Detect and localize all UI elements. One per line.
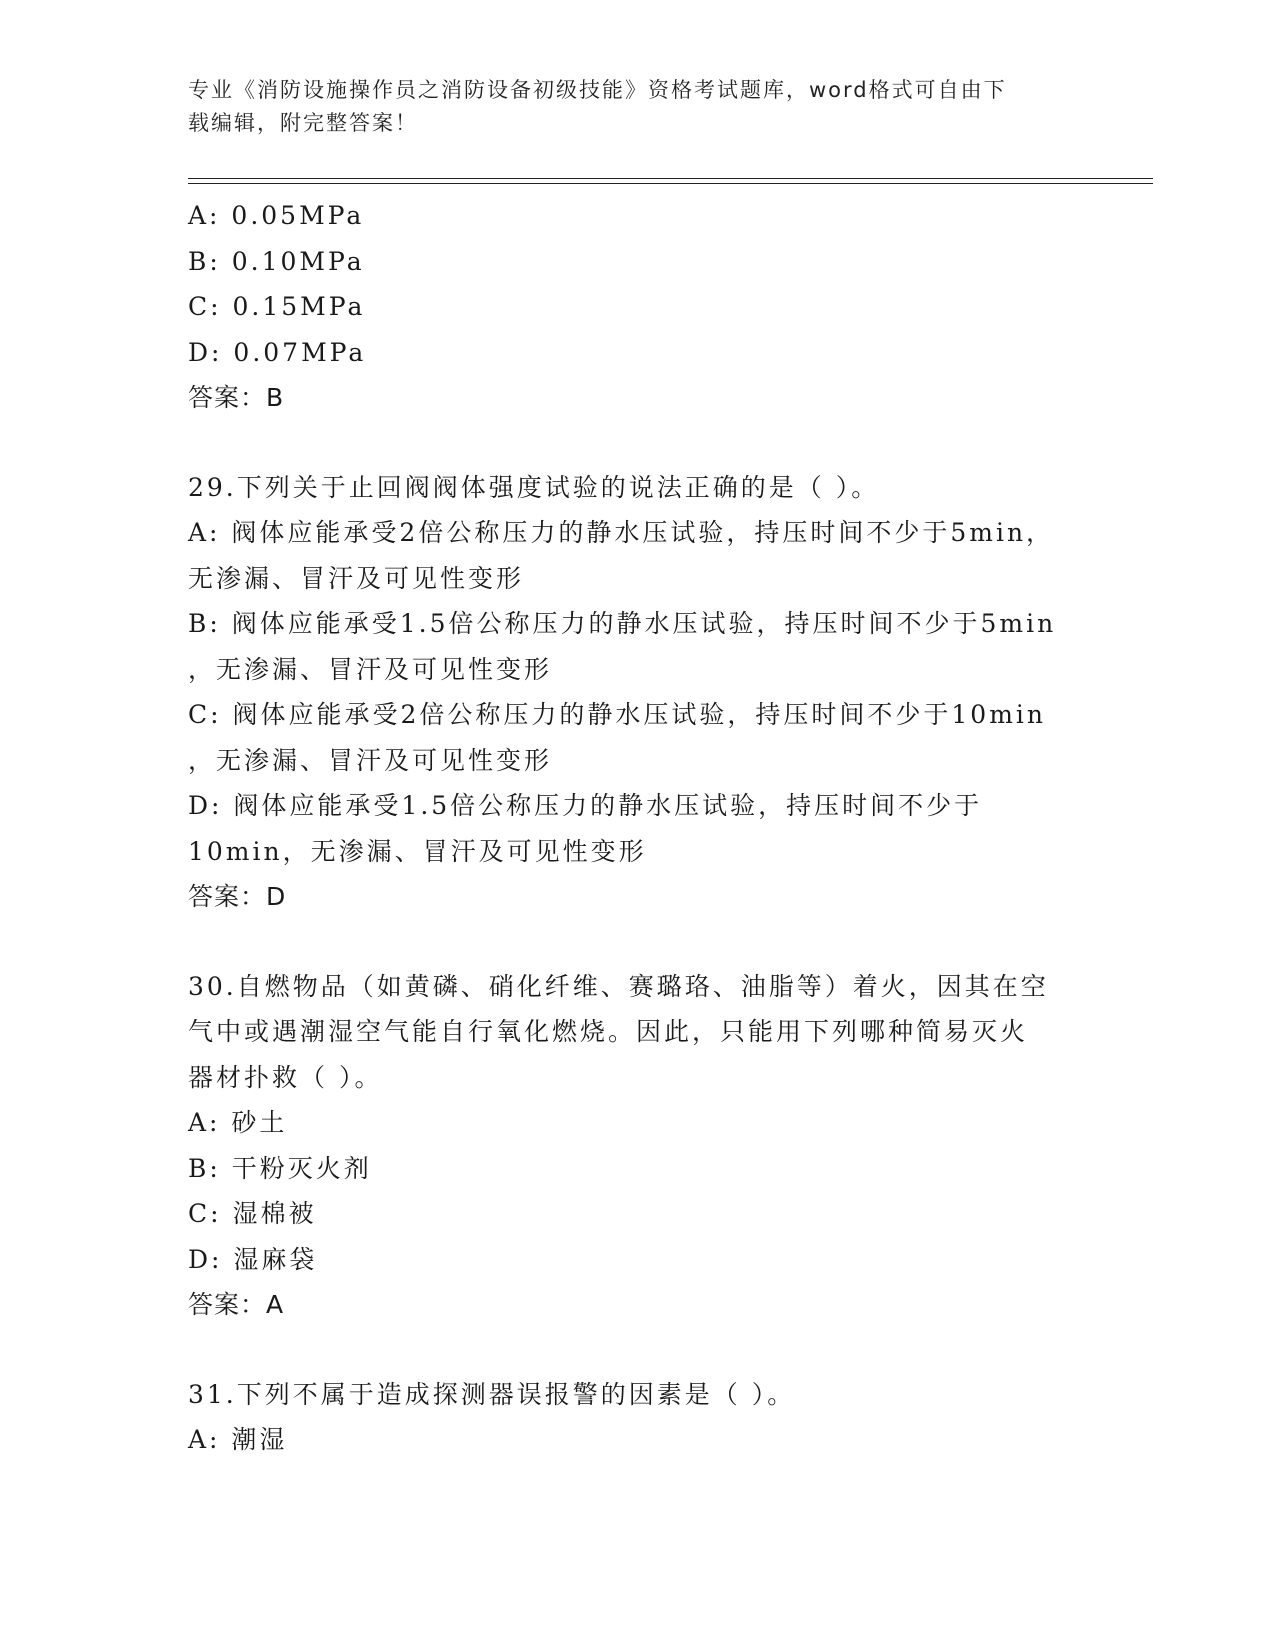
option-d: D: 湿麻袋 — [188, 1244, 318, 1274]
option-b-continued: ，无渗漏、冒汗及可见性变形 — [188, 654, 553, 684]
header-line-1: 专业《消防设施操作员之消防设备初级技能》资格考试题库，word格式可自由下 — [188, 78, 1007, 102]
question-28 — [188, 193, 1148, 421]
spacer — [188, 920, 1148, 964]
option-a: A: 阀体应能承受2倍公称压力的静水压试验，持压时间不少于5min， — [188, 518, 1055, 547]
header-line-2: 载编辑，附完整答案！ — [188, 111, 418, 135]
question-list — [188, 193, 1148, 1463]
answer: 答案：B — [188, 383, 285, 412]
document-header — [188, 74, 1088, 140]
option-b: B: 阀体应能承受1.5倍公称压力的静水压试验，持压时间不少于5min — [188, 609, 1057, 638]
option-c: C: 湿棉被 — [188, 1199, 317, 1228]
header-divider-top — [188, 178, 1153, 179]
question-29 — [188, 465, 1148, 920]
option-d: D: 0.07MPa — [188, 337, 367, 367]
header-divider-bottom — [188, 183, 1153, 184]
spacer — [188, 421, 1148, 465]
question-text: 31.下列不属于造成探测器误报警的因素是（ ）。 — [188, 1379, 796, 1409]
question-text: 29.下列关于止回阀阀体强度试验的说法正确的是（ ）。 — [188, 472, 880, 502]
option-a: A: 0.05MPa — [188, 201, 365, 230]
question-text-continued: 器材扑救（ ）。 — [188, 1062, 383, 1092]
option-b: B: 0.10MPa — [188, 246, 365, 276]
answer: 答案：D — [188, 882, 287, 911]
option-a-continued: 无渗漏、冒汗及可见性变形 — [188, 563, 525, 593]
option-a: A: 潮湿 — [188, 1425, 288, 1454]
option-d: D: 阀体应能承受1.5倍公称压力的静水压试验，持压时间不少于 — [188, 791, 983, 820]
option-d-continued: 10min，无渗漏、冒汗及可见性变形 — [188, 836, 647, 866]
question-30 — [188, 964, 1148, 1328]
option-c-continued: ，无渗漏、冒汗及可见性变形 — [188, 745, 553, 775]
answer: 答案：A — [188, 1290, 285, 1319]
question-text-continued: 气中或遇潮湿空气能自行氧化燃烧。因此，只能用下列哪种简易灭火 — [188, 1017, 1029, 1046]
question-text: 30.自燃物品（如黄磷、硝化纤维、赛璐珞、油脂等）着火，因其在空 — [188, 971, 1049, 1001]
option-c: C: 阀体应能承受2倍公称压力的静水压试验，持压时间不少于10min — [188, 700, 1047, 729]
spacer — [188, 1328, 1148, 1372]
option-b: B: 干粉灭火剂 — [188, 1153, 372, 1183]
question-31 — [188, 1372, 1148, 1463]
option-c: C: 0.15MPa — [188, 292, 366, 321]
option-a: A: 砂土 — [188, 1108, 288, 1137]
